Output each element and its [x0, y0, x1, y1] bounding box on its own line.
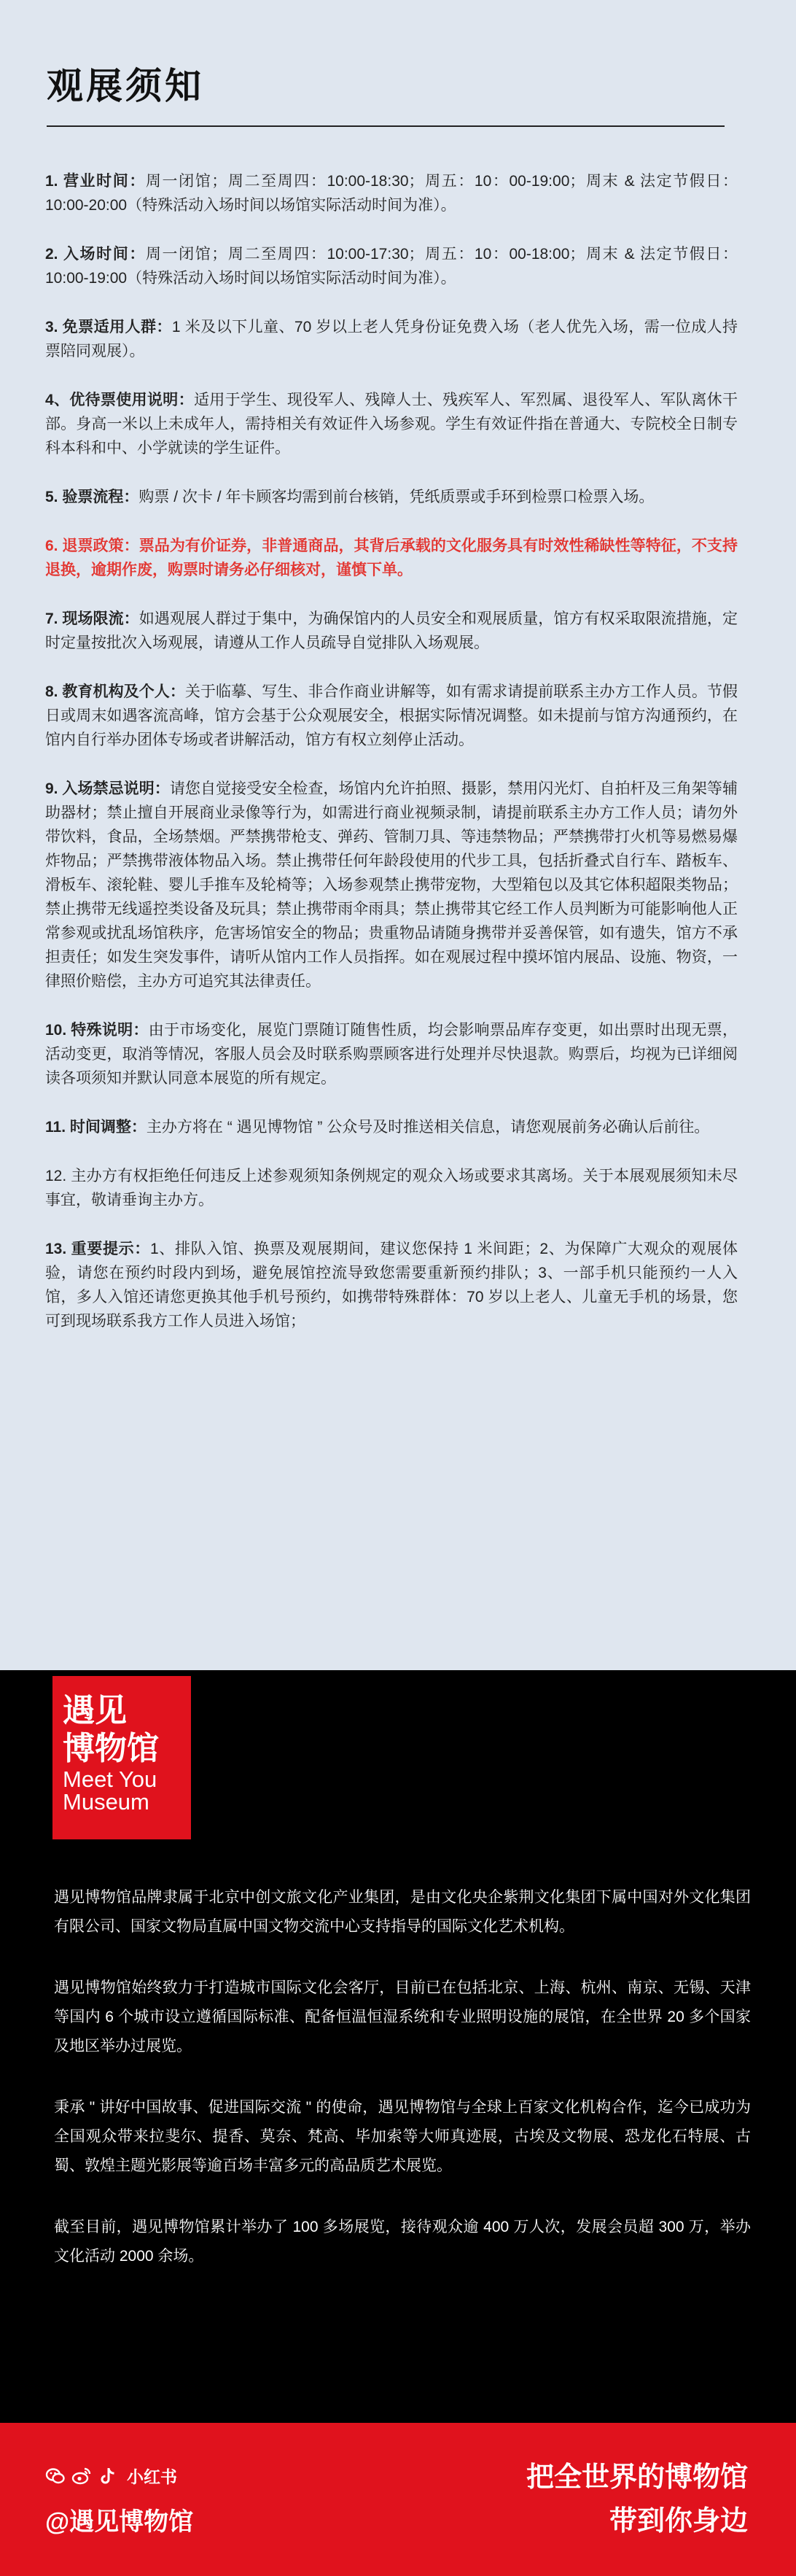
logo-cn-line2: 博物馆: [63, 1730, 159, 1767]
logo-cn-line1: 遇见: [63, 1692, 127, 1729]
brand-paragraphs: [54, 1883, 751, 2303]
rule-text: 请您自觉接受安全检查，场馆内允许拍照、摄影，禁用闪光灯、自拍杆及三角架等辅助器材；禁止擅自开展商业录像等行为，如需进行商业视频录制，请提前联系主办方工作人员；请勿外带饮料，食品，全场禁烟。严禁携带枪支、弹药、管制刀具、等违禁物品；严禁携带打火机等易燃易爆炸物品；严禁携带液体物品入场。禁止携带任何年龄段使用的代步工具，包括折叠式自行车、踏板车、滑板车、滚轮鞋、婴儿手推车及轮椅等；入场参观禁止携带宠物，大型箱包以及其它体积超限类物品；禁止携带无线遥控类设备及玩具；禁止携带雨伞雨具；禁止携带其它经工作人员判断为可能影响他人正常参观或扰乱场馆秩序，危害场馆安全的物品；贵重物品请随身携带并妥善保管，如有遗失，馆方不承担责任；如发生突发事件，请听从馆内工作人员指挥。如在观展过程中摸坏馆内展品、设施、物资，一律照价赔偿，主办方可追究其法律责任。: [45, 780, 738, 990]
rule-item: [45, 485, 738, 509]
rule-text: 周一闭馆；周二至周四：10:00-18:30；周五：10：00-19:00；周末 & 法定节假日：10:00-20:00（特殊活动入场时间以场馆实际活动时间为准）。: [45, 173, 738, 214]
rule-title: 7. 现场限流：: [45, 610, 139, 627]
rule-title: 2. 入场时间：: [45, 246, 146, 263]
slogan-line2: 带到你身边: [609, 2504, 748, 2537]
brand-logo: [52, 1676, 191, 1839]
slogan-line1: 把全世界的博物馆: [526, 2460, 748, 2493]
rule-text: 主办方将在 “ 遇见博物馆 ” 公众号及时推送相关信息，请您观展前务必确认后前往。: [146, 1119, 710, 1136]
rule-item: [45, 1164, 738, 1212]
rule-title: 1. 营业时间：: [45, 173, 146, 190]
weibo-icon[interactable]: [71, 2466, 92, 2486]
rule-item: [45, 680, 738, 752]
rule-item: [45, 1018, 738, 1090]
rule-title: 5. 验票流程：: [45, 489, 139, 505]
douyin-icon[interactable]: [98, 2466, 118, 2486]
rule-item: [45, 242, 738, 290]
slogan: [526, 2455, 748, 2542]
rule-title: 10. 特殊说明：: [45, 1022, 149, 1039]
rule-title: 8. 教育机构及个人：: [45, 683, 185, 700]
account-handle: @遇见博物馆: [45, 2508, 194, 2536]
rule-title: 4、优待票使用说明：: [45, 392, 194, 408]
rule-text: 如遇观展人群过于集中，为确保馆内的人员安全和观展质量，馆方有权采取限流措施，定时定量按批次入场观展，请遵从工作人员疏导自觉排队入场观展。: [45, 610, 738, 651]
rule-title: 11. 时间调整：: [45, 1119, 147, 1136]
rule-item: [45, 388, 738, 460]
rule-item: [45, 607, 738, 655]
page-title: 观展须知: [47, 66, 204, 106]
rule-text: 关于临摹、写生、非合作商业讲解等，如有需求请提前联系主办方工作人员。节假日或周末如遇客流高峰，馆方会基于公众观展安全，根据实际情况调整。如未提前与馆方沟通预约，在馆内自行举办团体专场或者讲解活动，馆方有权立刻停止活动。: [45, 683, 738, 748]
rule-text: 12. 主办方有权拒绝任何违反上述参观须知条例规定的观众入场或要求其离场。关于本展观展须知未尽事宜，敬请垂询主办方。: [45, 1168, 738, 1209]
rule-text: 购票 / 次卡 / 年卡顾客均需到前台核销，凭纸质票或手环到检票口检票入场。: [138, 489, 655, 505]
rule-title: 6. 退票政策：: [45, 538, 139, 554]
rule-text: 1 米及以下儿童、70 岁以上老人凭身份证免费入场（老人优先入场，需一位成人持票陪同观展）。: [45, 319, 738, 360]
brand-paragraph: 截至目前，遇见博物馆累计举办了 100 多场展览，接待观众逾 400 万人次，发展会员超 300 万，举办文化活动 2000 余场。: [54, 2219, 751, 2265]
rule-title: 13. 重要提示：: [45, 1241, 150, 1257]
brand-paragraph: 遇见博物馆品牌隶属于北京中创文旅文化产业集团，是由文化央企紫荆文化集团下属中国对外文化集团有限公司、国家文物局直属中国文物交流中心支持指导的国际文化艺术机构。: [54, 1889, 751, 1935]
rule-text: 票品为有价证券，非普通商品，其背后承载的文化服务具有时效性稀缺性等特征，不支持退换，逾期作废，购票时请务必仔细核对，谨慎下单。: [45, 538, 738, 578]
rule-title: 3. 免票适用人群：: [45, 319, 172, 335]
rule-item: [45, 315, 738, 363]
rule-item: [45, 1237, 738, 1333]
rule-item: [45, 534, 738, 582]
rule-text: 适用于学生、现役军人、残障人士、残疾军人、军烈属、退役军人、军队离休干部。身高一米以上未成年人，需持相关有效证件入场参观。学生有效证件指在普通大、专院校全日制专科本科和中、小学就读的学生证件。: [45, 392, 738, 457]
wechat-icon[interactable]: [45, 2466, 66, 2486]
brand-paragraph: 秉承 " 讲好中国故事、促进国际交流 " 的使命，遇见博物馆与全球上百家文化机构合作，迄今已成功为全国观众带来拉斐尔、提香、莫奈、梵高、毕加索等大师真迹展，古埃及文物展、恐龙化石特展、古蜀、敦煌主题光影展等逾百场丰富多元的高品质艺术展览。: [54, 2099, 751, 2174]
social-links: [45, 2464, 177, 2488]
rule-item: [45, 777, 738, 993]
rule-item: [45, 1115, 738, 1139]
rule-title: 9. 入场禁忌说明：: [45, 780, 170, 797]
rule-text: 由于市场变化，展览门票随订随售性质，均会影响票品库存变更，如出票时出现无票，活动变更，取消等情况，客服人员会及时联系购票顾客进行处理并尽快退款。购票后，均视为已详细阅读各项须知并默认同意本展览的所有规定。: [45, 1022, 738, 1087]
title-divider: [47, 125, 725, 127]
rules-list: [45, 169, 738, 1358]
rule-text: 周一闭馆；周二至周四：10:00-17:30；周五：10：00-18:00；周末 & 法定节假日：10:00-19:00（特殊活动入场时间以场馆实际活动时间为准）。: [45, 246, 738, 287]
xiaohongshu-link[interactable]: 小红书: [127, 2467, 177, 2486]
rule-text: 1、排队入馆、换票及观展期间，建议您保持 1 米间距；2、为保障广大观众的观展体验，请您在预约时段内到场，避免展馆控流导致您需要重新预约排队；3、一部手机只能预约一人入馆，多人入馆还请您更换其他手机号预约，如携带特殊群体：70 岁以上老人、儿童无手机的场景，您可到现场联系我方工作人员进入场馆；: [45, 1241, 738, 1330]
logo-en-line2: Museum: [63, 1789, 149, 1815]
brand-paragraph: 遇见博物馆始终致力于打造城市国际文化会客厅，目前已在包括北京、上海、杭州、南京、无锡、天津等国内 6 个城市设立遵循国际标准、配备恒温恒湿系统和专业照明设施的展馆，在全世界 20 多个国家及地区举办过展览。: [54, 1979, 751, 2055]
logo-en-line1: Meet You: [63, 1766, 157, 1792]
rule-item: [45, 169, 738, 217]
